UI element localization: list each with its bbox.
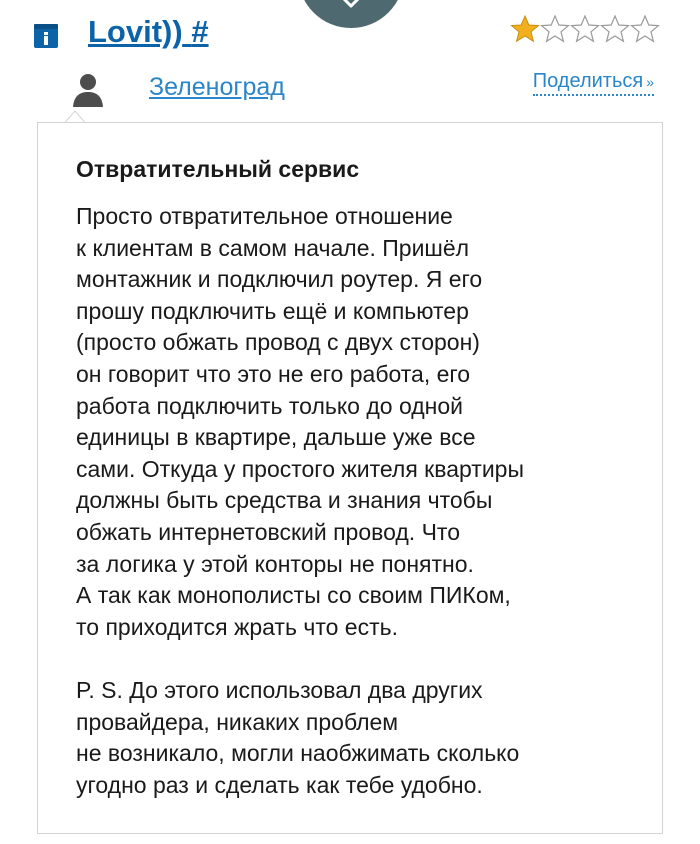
review-text: [76, 201, 646, 801]
star-empty-icon: [600, 14, 630, 44]
star-empty-icon: [630, 14, 660, 44]
review-line: к клиентам в самом начале. Пришёл: [76, 234, 470, 261]
review-line: он говорит что это не его работа, его: [76, 360, 471, 387]
paragraph-gap: [76, 643, 646, 675]
star-empty-icon: [570, 14, 600, 44]
review-line: прошу подключить ещё и компьютер: [76, 297, 469, 324]
review-line: А так как монополисты со своим ПИКом,: [76, 582, 511, 609]
review-line: за логика у этой конторы не понятно.: [76, 550, 474, 577]
chevron-down-icon: »: [646, 73, 654, 90]
review-line: провайдера, никаких проблем: [76, 708, 399, 735]
review-line: единицы в квартире, дальше уже все: [76, 424, 476, 451]
reviewer-info: [72, 70, 660, 110]
star-rating: [510, 14, 660, 44]
review-line: сами. Откуда у простого жителя квартиры: [76, 455, 524, 482]
review-line: должны быть средства и знания чтобы: [76, 487, 493, 514]
company-name: Lovit)): [88, 14, 183, 49]
city-link[interactable]: Зеленоград: [149, 73, 285, 101]
company-info-icon[interactable]: [34, 24, 58, 48]
share-button[interactable]: [533, 70, 654, 96]
review-line: Просто отвратительное отношение: [76, 203, 453, 229]
review-line: монтажник и подключил роутер. Я его: [76, 266, 483, 293]
star-empty-icon: [540, 14, 570, 44]
review-line: работа подключить только до одной: [76, 392, 464, 419]
review-line: угодно раз и сделать как тебе удобно.: [76, 771, 483, 798]
review-header: [34, 12, 660, 52]
review-line: обжать интернетовский провод. Что: [76, 518, 460, 545]
user-avatar-icon: [72, 72, 104, 108]
review-line: (просто обжать провод с двух сторон): [76, 329, 480, 356]
review-line: P. S. До этого использовал два других: [76, 676, 483, 703]
review-card: [37, 122, 663, 834]
review-title: Отвратительный сервис: [76, 156, 360, 182]
star-filled-icon: [510, 14, 540, 44]
company-name-link[interactable]: [88, 14, 209, 50]
review-line: не возникало, могли наобжимать сколько: [76, 740, 520, 767]
review-line: то приходится жрать что есть.: [76, 613, 398, 640]
review-anchor-link[interactable]: #: [191, 14, 209, 49]
share-label: Поделиться: [532, 70, 644, 92]
